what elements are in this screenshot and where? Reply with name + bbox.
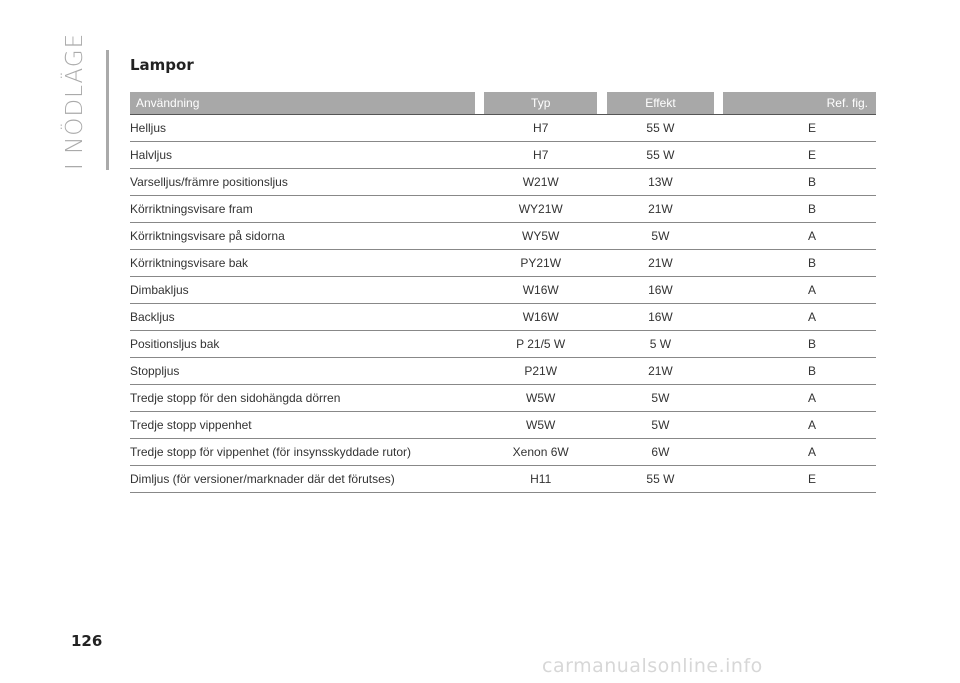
bulb-table: [130, 92, 876, 493]
cell-ref-fig: B: [723, 196, 876, 223]
cell-ref-fig: A: [723, 223, 876, 250]
header-ref-fig: Ref. fig.: [723, 92, 876, 115]
cell-power: 55 W: [607, 142, 715, 169]
table-row: [130, 115, 876, 142]
cell-ref-fig: A: [723, 304, 876, 331]
cell-power: 5W: [607, 223, 715, 250]
cell-power: 21W: [607, 358, 715, 385]
cell-ref-fig: B: [723, 250, 876, 277]
watermark: carmanualsonline.info: [542, 655, 763, 677]
section-side-bar: [106, 50, 109, 170]
cell-type: W16W: [484, 304, 597, 331]
cell-usage: Tredje stopp vippenhet: [130, 412, 475, 439]
cell-ref-fig: A: [723, 385, 876, 412]
cell-usage: Varselljus/främre positionsljus: [130, 169, 475, 196]
table-row: [130, 277, 876, 304]
cell-power: 13W: [607, 169, 715, 196]
cell-power: 5 W: [607, 331, 715, 358]
cell-power: 16W: [607, 277, 715, 304]
cell-power: 55 W: [607, 115, 715, 142]
table-row: [130, 466, 876, 493]
cell-type: WY21W: [484, 196, 597, 223]
section-side-label: [62, 32, 126, 170]
cell-ref-fig: B: [723, 169, 876, 196]
cell-ref-fig: E: [723, 142, 876, 169]
cell-ref-fig: B: [723, 358, 876, 385]
cell-usage: Halvljus: [130, 142, 475, 169]
header-usage: Användning: [130, 92, 475, 115]
cell-ref-fig: A: [723, 439, 876, 466]
cell-type: W21W: [484, 169, 597, 196]
table-header-row: [130, 92, 876, 115]
header-power: Effekt: [607, 92, 715, 115]
page-title: Lampor: [130, 56, 194, 74]
table-row: [130, 196, 876, 223]
cell-ref-fig: B: [723, 331, 876, 358]
header-type: Typ: [484, 92, 597, 115]
cell-type: W16W: [484, 277, 597, 304]
cell-usage: Tredje stopp för vippenhet (för insynsskyddade rutor): [130, 439, 475, 466]
cell-usage: Helljus: [130, 115, 475, 142]
table-row: [130, 412, 876, 439]
cell-usage: Körriktningsvisare bak: [130, 250, 475, 277]
table-row: [130, 169, 876, 196]
cell-power: 55 W: [607, 466, 715, 493]
page-number: 126: [71, 632, 103, 650]
table-body: [130, 115, 876, 493]
cell-usage: Positionsljus bak: [130, 331, 475, 358]
cell-ref-fig: A: [723, 277, 876, 304]
table-row: [130, 250, 876, 277]
cell-usage: Dimljus (för versioner/marknader där det förutses): [130, 466, 475, 493]
table-row: [130, 331, 876, 358]
cell-power: 16W: [607, 304, 715, 331]
cell-power: 6W: [607, 439, 715, 466]
cell-type: Xenon 6W: [484, 439, 597, 466]
cell-type: P21W: [484, 358, 597, 385]
cell-power: 21W: [607, 196, 715, 223]
table-row: [130, 358, 876, 385]
cell-ref-fig: E: [723, 466, 876, 493]
table-row: [130, 439, 876, 466]
cell-type: WY5W: [484, 223, 597, 250]
cell-usage: Tredje stopp för den sidohängda dörren: [130, 385, 475, 412]
cell-type: P 21/5 W: [484, 331, 597, 358]
cell-ref-fig: E: [723, 115, 876, 142]
cell-usage: Körriktningsvisare fram: [130, 196, 475, 223]
section-side-label-text: I NÖDLÄGE: [62, 32, 88, 170]
cell-ref-fig: A: [723, 412, 876, 439]
cell-power: 5W: [607, 385, 715, 412]
cell-type: H11: [484, 466, 597, 493]
cell-usage: Stoppljus: [130, 358, 475, 385]
table-row: [130, 385, 876, 412]
cell-usage: Dimbakljus: [130, 277, 475, 304]
table-row: [130, 223, 876, 250]
cell-type: W5W: [484, 412, 597, 439]
cell-type: H7: [484, 115, 597, 142]
cell-power: 5W: [607, 412, 715, 439]
cell-type: H7: [484, 142, 597, 169]
cell-power: 21W: [607, 250, 715, 277]
table-row: [130, 304, 876, 331]
cell-usage: Backljus: [130, 304, 475, 331]
cell-usage: Körriktningsvisare på sidorna: [130, 223, 475, 250]
cell-type: W5W: [484, 385, 597, 412]
cell-type: PY21W: [484, 250, 597, 277]
table-row: [130, 142, 876, 169]
